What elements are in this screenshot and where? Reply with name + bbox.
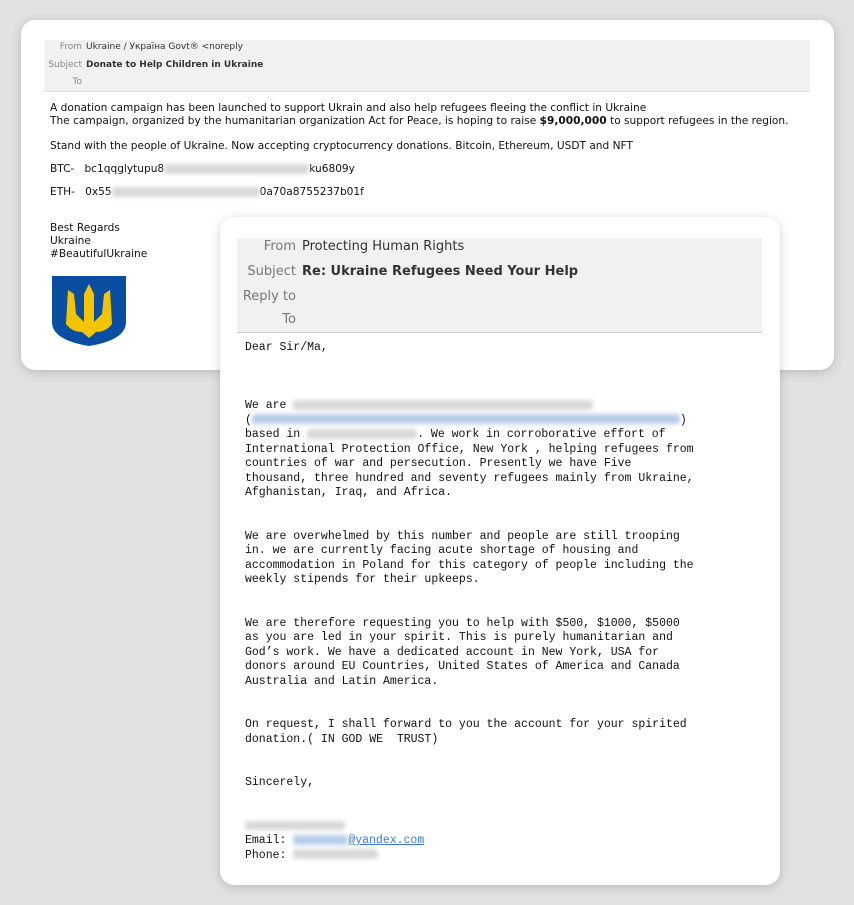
text: . We work in corroborative effort of International Protection Office, New York , helping refugees from countries of war and persecution. Presently we have Five thousand, three hundred and seventy refugees mainly from Ukraine, Afghanistan, Iraq, and Africa. (245, 428, 694, 499)
body-line: Stand with the people of Ukraine. Now accepting cryptocurrency donations. Bitcoin, Ethereum, USDT and NFT (50, 140, 633, 152)
scam-email-refugee-help (220, 217, 780, 885)
to-label: To (282, 312, 296, 327)
email-link[interactable]: @yandex.com (348, 834, 425, 847)
redacted (164, 164, 309, 174)
signature-line: #BeautifulUkraine (50, 248, 148, 260)
text: The campaign, organized by the humanitarian organization Act for Peace, is hoping to raise (50, 115, 540, 127)
redacted-name (245, 821, 345, 830)
paragraph: We are therefore requesting you to help with $500, $1000, $5000 as you are led in your spirit. This is purely humanitarian and God’s work. We have a dedicated account in New York, USA for donors around EU Countries, United States of America and Canada Australia and Latin America. (245, 616, 680, 688)
redacted-city (307, 429, 417, 439)
from-label: From (59, 42, 82, 52)
eth-end: 0a70a8755237b01f (259, 186, 364, 198)
text: ) (679, 413, 687, 427)
eth-start: 0x55 (85, 186, 112, 198)
signature-line: Ukraine (50, 235, 91, 247)
email-header (44, 40, 810, 92)
paragraph: We are overwhelmed by this number and people are still trooping in. we are currently facing acute shortage of housing and accommodation in Poland for this category of people including the weekly stipends for their upkeeps. (245, 529, 694, 586)
subject-label: Subject (247, 264, 296, 279)
amount: $9,000,000 (539, 115, 607, 127)
from-label: From (263, 239, 296, 254)
text: ( (245, 413, 252, 427)
eth-address (50, 186, 788, 199)
redacted-email-user (293, 835, 348, 845)
body-line (50, 115, 788, 128)
ukraine-coat-of-arms-icon (50, 274, 128, 348)
paragraph: On request, I shall forward to you the account for your spirited donation.( IN GOD WE TRUST) (245, 718, 687, 746)
subject-value: Re: Ukraine Refugees Need Your Help (302, 264, 579, 279)
from-value: Ukraine / Україна Govt® <noreply (86, 42, 243, 52)
btc-label: BTC- (50, 163, 75, 175)
body-line: A donation campaign has been launched to support Ukrain and also help refugees fleeing the conflict in Ukraine (50, 102, 647, 114)
btc-start: bc1qqglytupu8 (84, 163, 165, 175)
text: to support refugees in the region. (606, 115, 789, 127)
from-value: Protecting Human Rights (302, 239, 465, 254)
to-label: To (72, 77, 82, 87)
redacted-link[interactable] (252, 414, 680, 424)
text: based in (245, 428, 308, 441)
signature-line: Best Regards (50, 222, 120, 234)
btc-address (50, 163, 788, 176)
greeting: Dear Sir/Ma, (245, 341, 328, 354)
closing: Sincerely, (245, 776, 315, 789)
eth-label: ETH- (50, 186, 75, 198)
text: We are (245, 399, 294, 412)
btc-end: ku6809y (309, 163, 355, 175)
reply-to-label: Reply to (242, 289, 296, 304)
email-header (237, 238, 762, 333)
redacted (112, 187, 260, 197)
redacted-phone (293, 849, 378, 859)
email-label: Email: (245, 834, 294, 847)
phone-label: Phone: (245, 848, 294, 862)
email-body (245, 341, 694, 863)
subject-value: Donate to Help Children in Ukraine (86, 60, 264, 70)
redacted-org (293, 400, 593, 410)
subject-label: Subject (48, 60, 82, 70)
